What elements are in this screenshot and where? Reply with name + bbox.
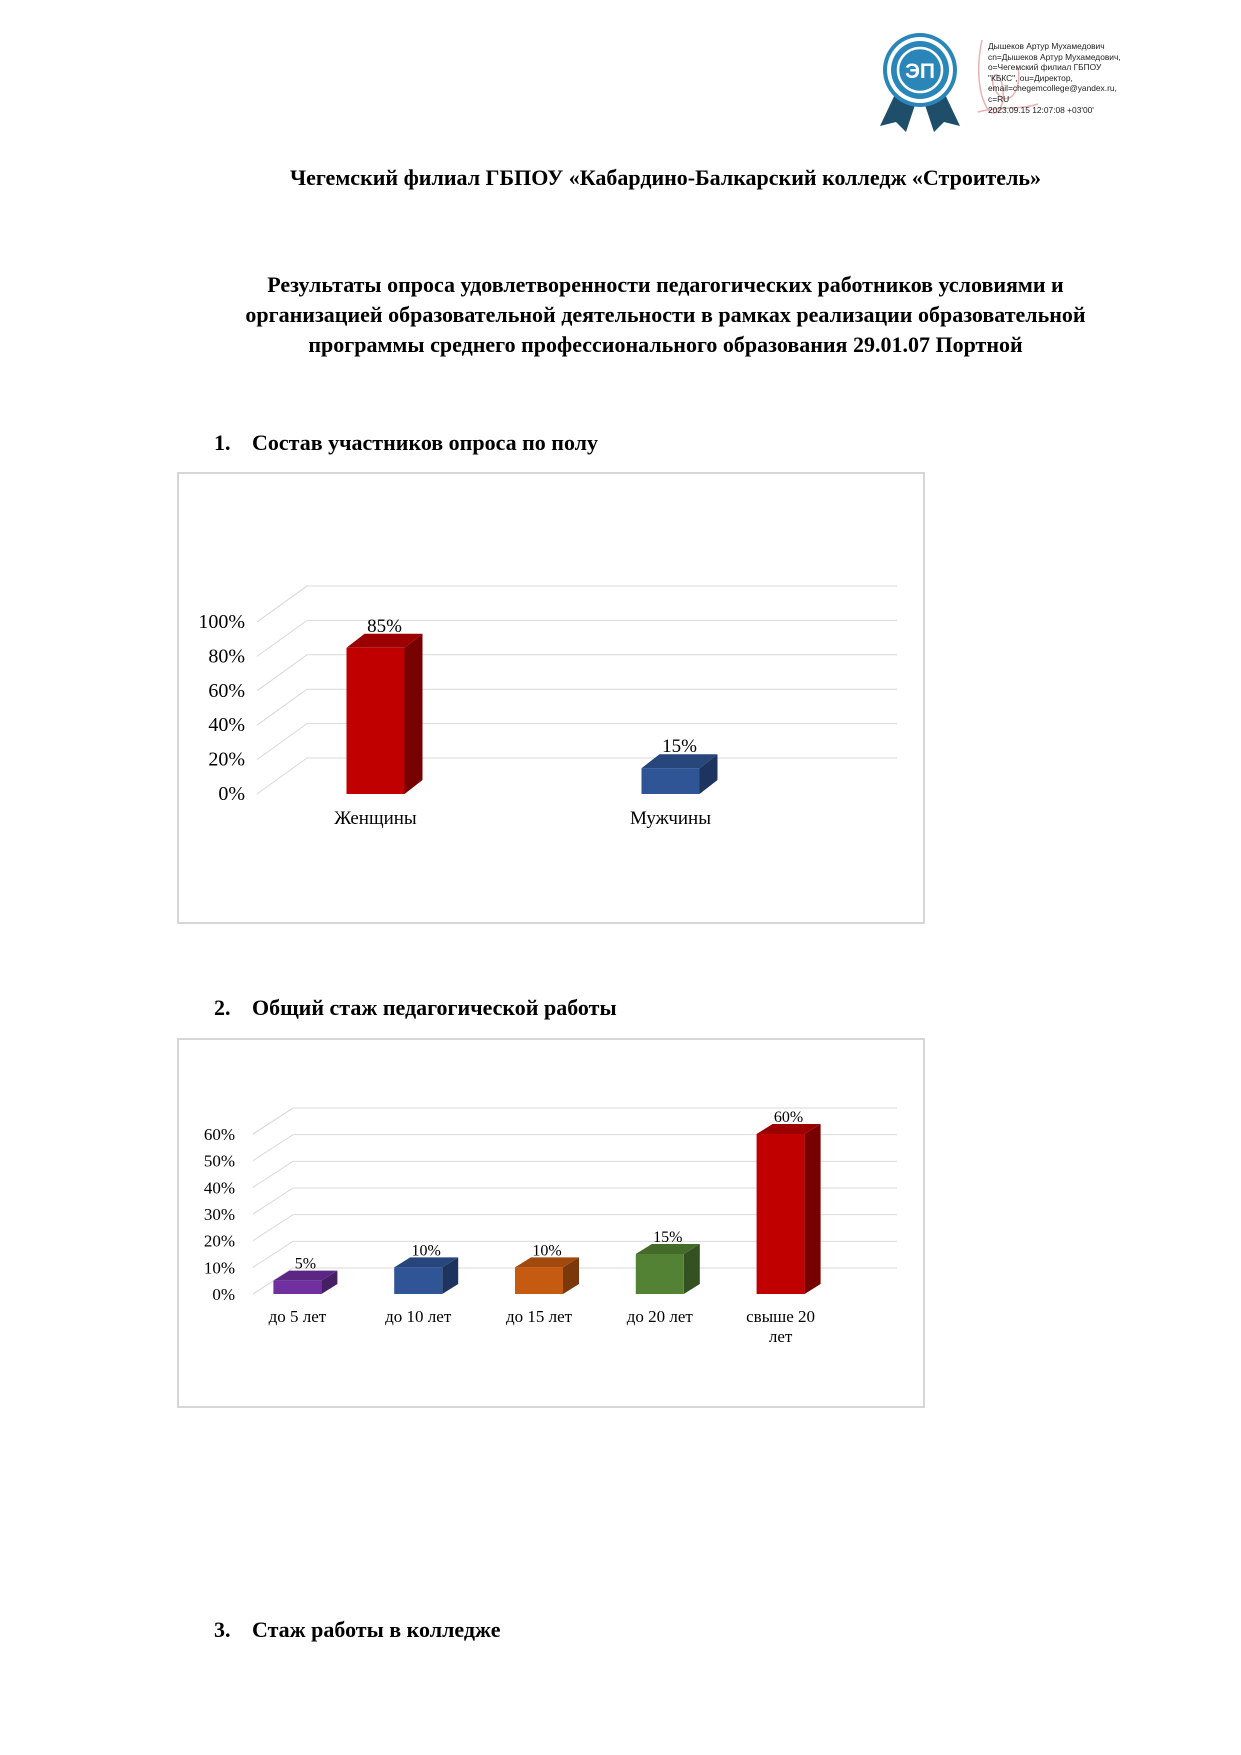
- bar: [757, 1124, 821, 1294]
- section-heading-3: [214, 1617, 500, 1643]
- signature-line: Дышеков Артур Мухамедович: [988, 41, 1105, 51]
- section-heading-2: [214, 995, 617, 1021]
- signature-line: "КБКС", ou=Директор,: [988, 72, 1073, 83]
- x-category-label: свыше 20: [746, 1307, 816, 1326]
- section-heading-1: [214, 430, 598, 456]
- bar-front: [757, 1134, 805, 1294]
- data-label: 85%: [367, 615, 402, 637]
- section-title: Общий стаж педагогической работы: [252, 995, 617, 1020]
- y-tick-label: 50%: [203, 1151, 235, 1171]
- bar-side: [405, 634, 423, 794]
- x-category-label: до 20 лет: [626, 1307, 693, 1326]
- bar: [636, 1244, 700, 1294]
- bar-front: [273, 1281, 321, 1294]
- chart-experience-svg: [179, 1040, 923, 1406]
- y-tick-label: 80%: [208, 645, 245, 668]
- gridline-depth: [257, 586, 307, 622]
- x-category-label: до 10 лет: [385, 1307, 452, 1326]
- bar: [642, 754, 718, 794]
- y-tick-label: 40%: [208, 714, 245, 737]
- gridline-depth: [253, 1241, 293, 1267]
- gridline-depth: [257, 655, 307, 691]
- section-number: 3.: [214, 1617, 231, 1642]
- gridline-depth: [253, 1215, 293, 1241]
- bar-front: [394, 1267, 442, 1294]
- section-title: Стаж работы в колледже: [252, 1617, 501, 1642]
- bar-side: [805, 1124, 821, 1294]
- gridline-depth: [253, 1108, 293, 1134]
- section-number: 1.: [214, 430, 231, 455]
- signature-line: 2023.09.15 12:07:08 +03'00': [988, 104, 1094, 115]
- data-label: 10%: [411, 1242, 441, 1260]
- title-line: программы среднего профессионального образования 29.01.07 Портной: [308, 332, 1023, 357]
- y-tick-label: 60%: [203, 1125, 235, 1144]
- gridline-depth: [257, 689, 307, 725]
- x-category-label: Женщины: [334, 808, 417, 829]
- x-category-label: до 5 лет: [268, 1307, 327, 1326]
- gridline-depth: [253, 1161, 293, 1187]
- bar: [515, 1257, 579, 1294]
- bar-front: [642, 768, 700, 794]
- signature-line: cn=Дышеков Артур Мухамедович,: [988, 51, 1121, 62]
- bar: [394, 1257, 458, 1294]
- y-tick-label: 60%: [208, 679, 245, 702]
- x-category-label: лет: [768, 1327, 793, 1346]
- y-tick-label: 0%: [212, 1285, 235, 1304]
- signature-line: c=RU: [988, 93, 1010, 104]
- y-tick-label: 20%: [203, 1231, 235, 1251]
- data-label: 15%: [662, 736, 697, 758]
- y-tick-label: 100%: [198, 611, 245, 633]
- x-category-label: Мужчины: [630, 808, 711, 829]
- bar-front: [347, 648, 405, 794]
- y-tick-label: 0%: [218, 783, 245, 805]
- signature-line: email=chegemcollege@yandex.ru,: [988, 83, 1117, 94]
- y-tick-label: 10%: [203, 1258, 235, 1278]
- gridline-depth: [253, 1135, 293, 1161]
- gridline-depth: [257, 724, 307, 760]
- chart-experience: [177, 1038, 925, 1408]
- y-tick-label: 20%: [208, 748, 245, 771]
- y-tick-label: 40%: [203, 1178, 235, 1198]
- gridline-depth: [253, 1188, 293, 1214]
- organization-heading: Чегемский филиал ГБПОУ «Кабардино-Балкарский колледж «Строитель»: [289, 165, 1042, 190]
- data-label: 60%: [773, 1109, 804, 1126]
- x-category-label: до 15 лет: [505, 1307, 573, 1326]
- bar: [347, 634, 423, 794]
- section-number: 2.: [214, 995, 231, 1020]
- data-label: 5%: [294, 1255, 317, 1273]
- bar-front: [636, 1254, 684, 1294]
- title-line: организацией образовательной деятельности в рамках реализации образовательной: [245, 302, 1086, 327]
- y-tick-label: 30%: [203, 1205, 235, 1224]
- section-title: Состав участников опроса по полу: [252, 430, 599, 455]
- title-line: Результаты опроса удовлетворенности педагогических работников условиями и: [267, 272, 1064, 297]
- data-label: 10%: [532, 1242, 562, 1260]
- data-label: 15%: [653, 1229, 683, 1246]
- gridline-depth: [257, 620, 307, 656]
- gridline-depth: [257, 758, 307, 794]
- signature-line: o=Чегемский филиал ГБПОУ: [988, 62, 1102, 73]
- bar-front: [515, 1267, 563, 1294]
- chart-gender: [177, 472, 925, 924]
- signature-details: [988, 41, 1158, 115]
- chart-gender-svg: [179, 474, 923, 922]
- document-title: [170, 270, 1161, 360]
- badge-label: ЭП: [904, 60, 936, 83]
